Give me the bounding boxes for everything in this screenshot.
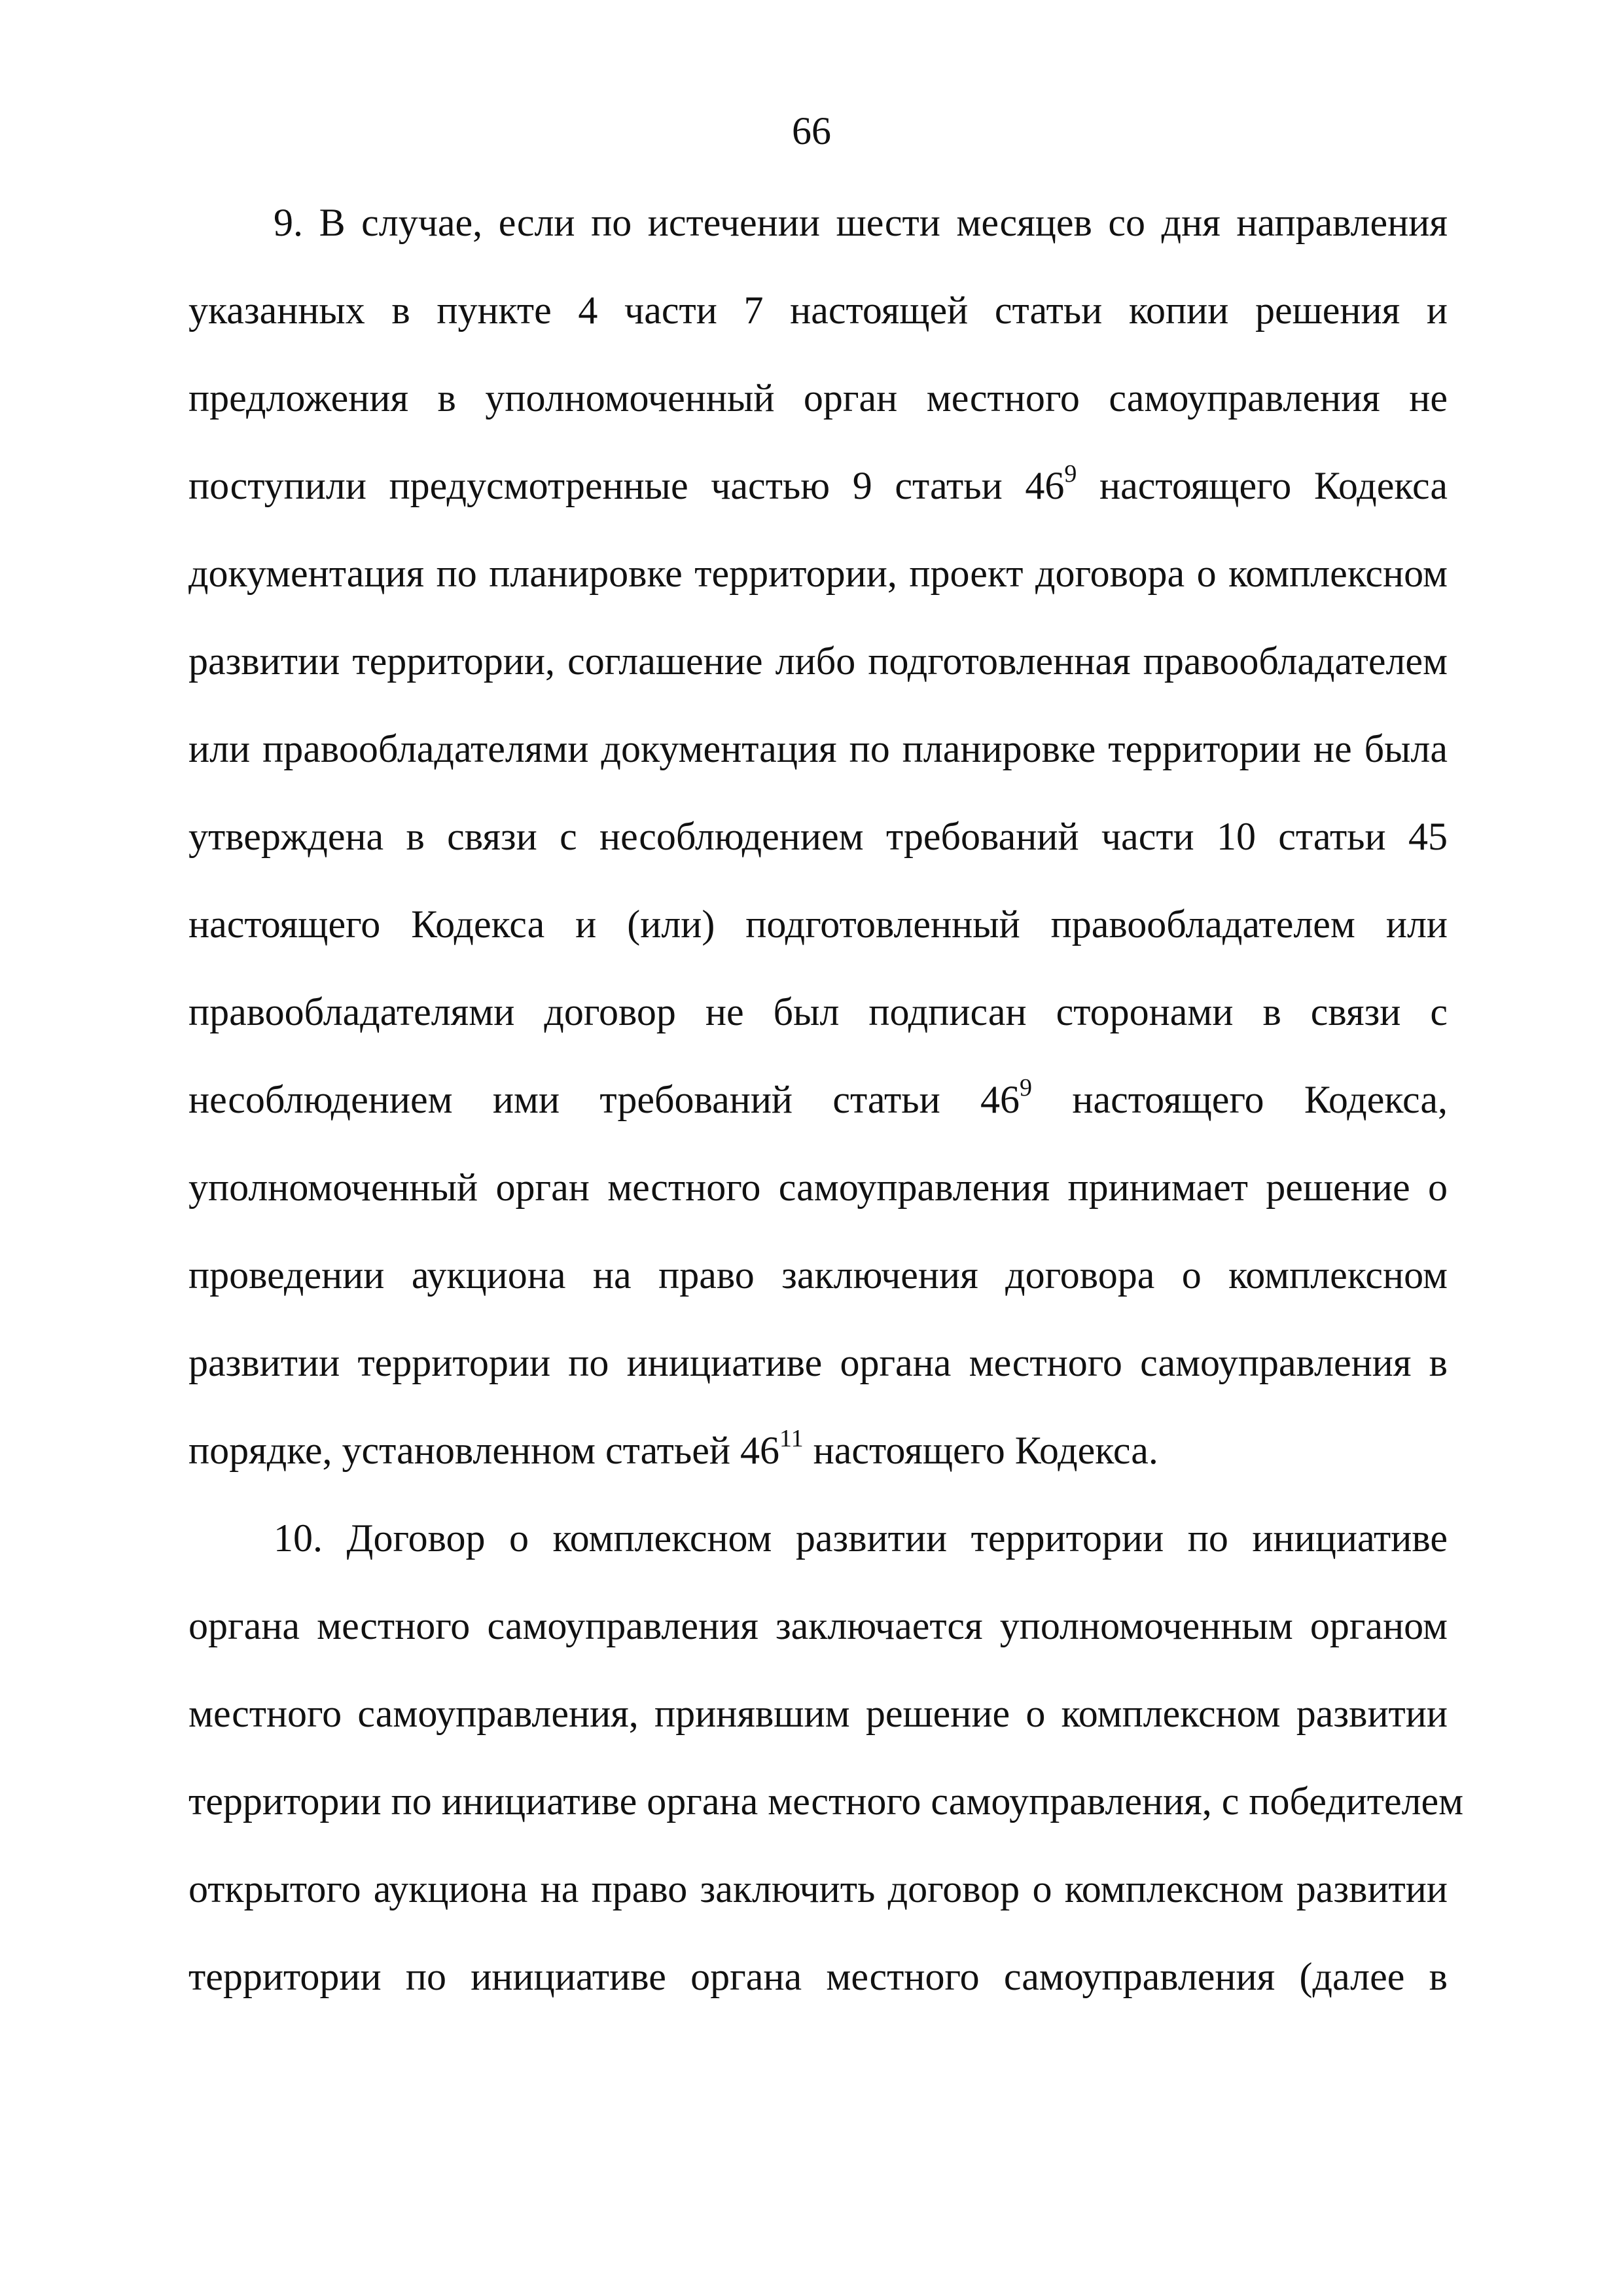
paragraph-line: указанных в пункте 4 части 7 настоящей статьи копии решения и <box>188 289 1448 332</box>
line-text: настоящего Кодекса. <box>803 1429 1158 1472</box>
page-number: 66 <box>792 109 831 152</box>
paragraph-line: документация по планировке территории, проект договора о комплексном <box>188 552 1448 595</box>
paragraph-line: проведении аукциона на право заключения договора о комплексном <box>188 1253 1448 1297</box>
paragraph-line: 10. Договор о комплексном развитии территории по инициативе <box>274 1516 1448 1560</box>
paragraph-line: 9. В случае, если по истечении шести месяцев со дня направления <box>274 201 1448 244</box>
paragraph-line: настоящего Кодекса и (или) подготовленный правообладателем или <box>188 903 1448 946</box>
paragraph-line: правообладателями договор не был подписан сторонами в связи с <box>188 990 1448 1033</box>
superscript: 9 <box>1020 1074 1033 1102</box>
paragraph-line: территории по инициативе органа местного самоуправления, с победителем <box>188 1780 1464 1823</box>
paragraph-line <box>188 1073 1448 1161</box>
paragraph-line <box>188 1424 1448 1512</box>
paragraph-line: развитии территории, соглашение либо подготовленная правообладателем <box>188 639 1448 683</box>
paragraph-line: открытого аукциона на право заключить договор о комплексном развитии <box>188 1867 1448 1910</box>
paragraph-line: органа местного самоуправления заключается уполномоченным органом <box>188 1604 1448 1647</box>
paragraph-line: уполномоченный орган местного самоуправления принимает решение о <box>188 1166 1448 1209</box>
superscript: 9 <box>1064 460 1077 488</box>
paragraph-10 <box>188 1512 1464 2038</box>
superscript: 11 <box>779 1425 804 1452</box>
paragraph-line: местного самоуправления, принявшим решение о комплексном развитии <box>188 1692 1448 1735</box>
paragraph-line: утверждена в связи с несоблюдением требований части 10 статьи 45 <box>188 815 1448 858</box>
line-text: несоблюдением ими требований статьи 46 <box>188 1078 1020 1121</box>
paragraph-line: территории по инициативе органа местного самоуправления (далее в <box>188 1955 1448 1998</box>
paragraph-line: предложения в уполномоченный орган местного самоуправления не <box>188 376 1448 420</box>
line-text: настоящего Кодекса, <box>1032 1078 1448 1121</box>
line-text: настоящего Кодекса <box>1077 464 1448 507</box>
line-text: поступили предусмотренные частью 9 статьи 46 <box>188 464 1065 507</box>
paragraph-line: развитии территории по инициативе органа местного самоуправления в <box>188 1341 1448 1384</box>
paragraph-line: или правообладателями документация по планировке территории не была <box>188 727 1448 770</box>
paragraph-line <box>188 459 1448 547</box>
line-text: порядке, установленном статьей 46 <box>188 1429 779 1472</box>
paragraph-9 <box>188 196 1448 1512</box>
